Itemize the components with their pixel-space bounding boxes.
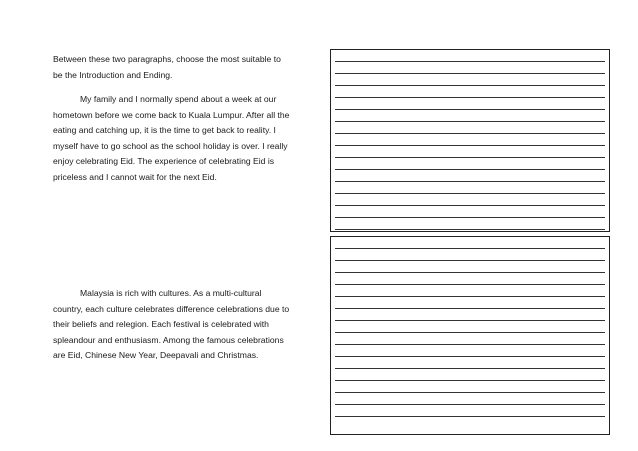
instruction-line-2: be the Introduction and Ending.: [53, 70, 173, 80]
writing-line: [335, 169, 605, 170]
writing-line: [335, 97, 605, 98]
writing-line: [335, 332, 605, 333]
writing-line: [335, 145, 605, 146]
writing-line: [335, 380, 605, 381]
writing-line: [335, 217, 605, 218]
writing-line: [335, 260, 605, 261]
writing-line: [335, 109, 605, 110]
writing-line: [335, 272, 605, 273]
writing-line: [335, 248, 605, 249]
writing-line: [335, 133, 605, 134]
writing-line: [335, 296, 605, 297]
writing-line: [335, 193, 605, 194]
writing-line: [335, 85, 605, 86]
paragraph-1-line-1: My family and I normally spend about a week at our: [80, 94, 277, 104]
writing-box-bottom[interactable]: [330, 236, 610, 435]
writing-line: [335, 229, 605, 230]
writing-line: [335, 416, 605, 417]
writing-line: [335, 404, 605, 405]
writing-line: [335, 368, 605, 369]
paragraph-2-line-2: country, each culture celebrates difference celebrations due to: [53, 304, 290, 314]
writing-line: [335, 356, 605, 357]
paragraph-1-line-3: eating and catching up, it is the time to get back to reality. I: [53, 125, 276, 135]
writing-line: [335, 205, 605, 206]
writing-line: [335, 181, 605, 182]
writing-line: [335, 308, 605, 309]
paragraph-1-line-4: myself have to go school as the school holiday is over. I really: [53, 141, 288, 151]
paragraph-2-line-5: are Eid, Chinese New Year, Deepavali and Christmas.: [53, 350, 259, 360]
paragraph-2-line-3: their beliefs and relegion. Each festival is celebrated with: [53, 319, 269, 329]
writing-line: [335, 121, 605, 122]
writing-box-top[interactable]: [330, 49, 610, 232]
writing-line: [335, 284, 605, 285]
writing-line: [335, 61, 605, 62]
paragraph-2-line-4: spleandour and enthusiasm. Among the famous celebrations: [53, 335, 284, 345]
paragraph-1-line-5: enjoy celebrating Eid. The experience of celebrating Eid is: [53, 156, 275, 166]
instruction-line-1: Between these two paragraphs, choose the most suitable to: [53, 54, 281, 64]
paragraph-2-line-1: Malaysia is rich with cultures. As a multi-cultural: [80, 288, 262, 298]
writing-line: [335, 157, 605, 158]
writing-line: [335, 344, 605, 345]
paragraph-1-line-6: priceless and I cannot wait for the next Eid.: [53, 172, 217, 182]
paragraph-1-line-2: hometown before we come back to Kuala Lumpur. After all the: [53, 110, 290, 120]
writing-line: [335, 392, 605, 393]
writing-line: [335, 73, 605, 74]
writing-line: [335, 320, 605, 321]
